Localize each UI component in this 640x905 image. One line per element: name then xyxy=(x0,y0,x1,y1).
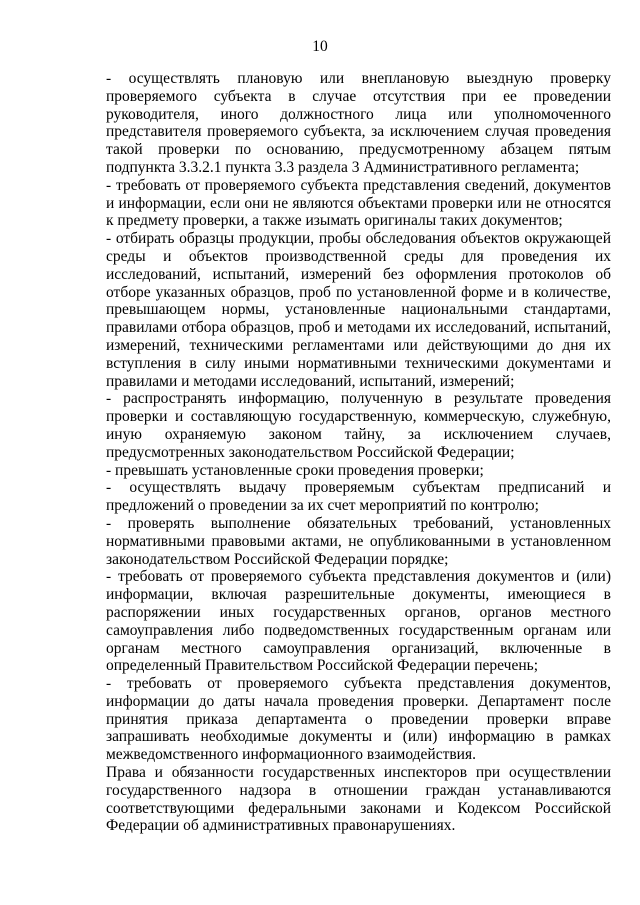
paragraph-issue-orders: - осуществлять выдачу проверяемым субъектам предписаний и предложений о проведении за их счет мероприятий по контролю; xyxy=(106,479,611,515)
paragraph-exceed-deadlines: - превышать установленные сроки проведения проверки; xyxy=(106,461,484,479)
paragraph-on-site-inspection: - осуществлять плановую или внеплановую выездную проверку проверяемого субъекта в случае отсутствия при ее проведении руководителя, иного должностного лица или уполномоченного представителя проверяемого субъекта, за исключением случая проведения такой проверки по основанию, предусмотренному абзацем пятым подпункта 3.3.2.1 пункта 3.3 раздела 3 Административного регламента; xyxy=(106,70,611,176)
paragraph-before-start-date: - требовать от проверяемого субъекта представления документов, информации до даты начала проведения проверки. Департамент после принятия приказа департамента о проведении проверки вправе запрашивать необходимые документы и (или) информацию в рамках межведомственного информационного взаимодействия. xyxy=(106,675,611,764)
paragraph-interagency-documents: - требовать от проверяемого субъекта представления документов и (или) информации, включая разрешительные документы, имеющиеся в распоряжении иных государственных органов, органов местного самоуправления либо подведомственных государственным органам или органам местного самоуправления организаций, включенные в определенный Правительством Российской Федерации перечень; xyxy=(106,568,611,675)
paragraph-inspector-rights: Права и обязанности государственных инспекторов при осуществлении государственного надзора в отношении граждан устанавливаются соответствующими федеральными законами и Кодексом Российской Федерации об административных правонарушениях. xyxy=(106,764,611,835)
paragraph-sampling: - отбирать образцы продукции, пробы обследования объектов окружающей среды и объектов производственной среды для проведения их исследований, испытаний, измерений без оформления протоколов об отборе указанных образцов, проб по установленной форме и в количестве, превышающем нормы, установленные национальными стандартами, правилами отбора образцов, проб и методами их исследований, испытаний, измерений, техническими регламентами или действующими до дня их вступления в силу иными нормативными техническими документами и правилами и методами исследований, испытаний, измерений; xyxy=(106,230,611,390)
page-number: 10 xyxy=(312,38,328,55)
paragraph-request-documents: - требовать от проверяемого субъекта представления сведений, документов и информации, если они не являются объектами проверки или не относятся к предмету проверки, а также изымать оригиналы таких документов; xyxy=(106,176,611,230)
paragraph-disclose-secrets: - распространять информацию, полученную в результате проведения проверки и составляющую государственную, коммерческую, служебную, иную охраняемую законом тайну, за исключением случаев, предусмотренных законодательством Российской Федерации; xyxy=(106,390,611,461)
document-body xyxy=(106,70,611,835)
paragraph-unpublished-acts: - проверять выполнение обязательных требований, установленных нормативными правовыми актами, не опубликованными в установленном законодательством Российской Федерации порядке; xyxy=(106,514,611,568)
